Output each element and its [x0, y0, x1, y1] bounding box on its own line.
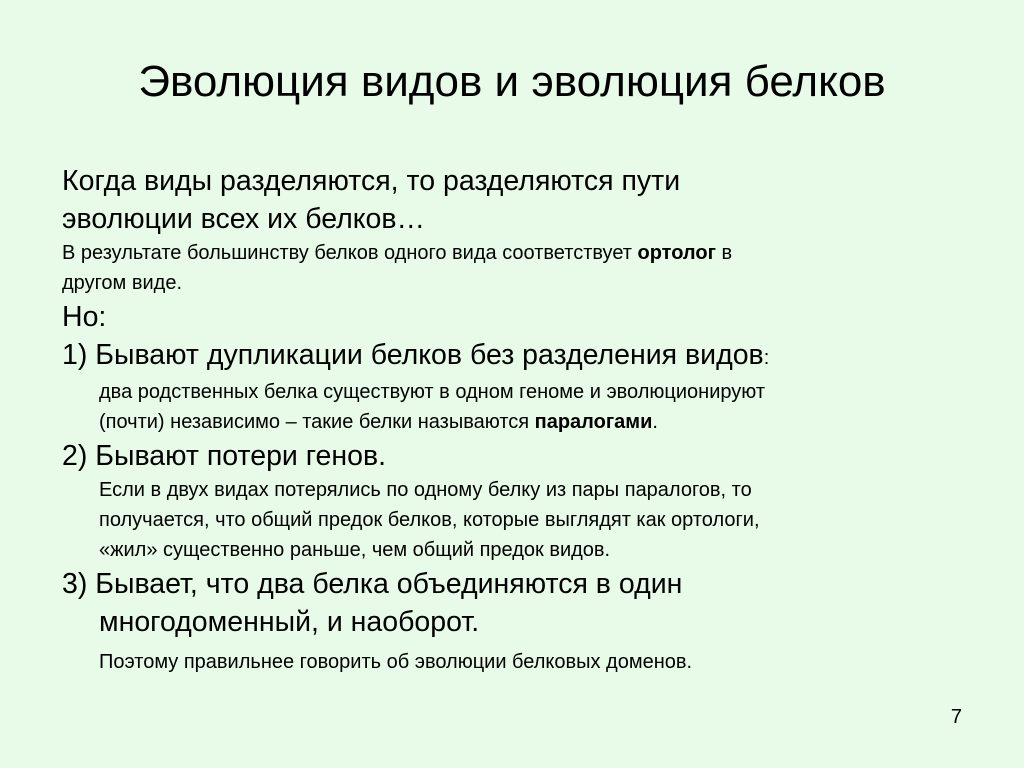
item-3-conclusion: Поэтому правильнее говорить об эволюции белковых доменов. — [99, 651, 693, 673]
result-line-1 — [62, 238, 982, 268]
item-1-heading-colon: : — [763, 347, 770, 369]
but-line: Но: — [62, 301, 107, 333]
item-1-detail-pre: (почти) независимо – такие белки называются — [99, 411, 535, 433]
item-1-heading — [62, 336, 982, 377]
orthologue-term: ортолог — [637, 242, 716, 264]
result-text-pre: В результате большинству белков одного вида соответствует — [62, 242, 638, 264]
item-1-detail-line-1: два родственных белка существуют в одном геноме и эволюционируют — [99, 381, 765, 403]
result-text-post: в — [715, 242, 733, 264]
intro-line-2: эволюции всех их белков… — [62, 203, 426, 235]
result-line-2: другом виде. — [62, 272, 182, 294]
page-number: 7 — [950, 706, 962, 728]
item-2-detail-line-3: «жил» существенно раньше, чем общий предок видов. — [99, 539, 611, 561]
item-3-heading-line-1: 3) Бывает, что два белка объединяются в один — [62, 568, 683, 600]
item-1-detail-line-2 — [62, 407, 982, 437]
item-2-detail-line-1: Если в двух видах потерялись по одному белку из пары паралогов, то — [99, 479, 752, 501]
item-3-heading-line-2: многодоменный, и наоборот. — [99, 606, 480, 638]
paralogue-term: паралогами — [534, 411, 653, 433]
item-2-detail-line-2: получается, что общий предок белков, которые выглядят как ортологи, — [99, 509, 760, 531]
intro-line-1: Когда виды разделяются, то разделяются пути — [62, 165, 681, 197]
slide-content — [62, 162, 982, 677]
slide-title: Эволюция видов и эволюция белков — [138, 57, 886, 106]
item-1-detail-post: . — [652, 411, 658, 433]
item-1-heading-text: 1) Бывают дупликации белков без разделения видов — [62, 339, 764, 371]
item-2-heading: 2) Бывают потери генов. — [62, 440, 387, 472]
